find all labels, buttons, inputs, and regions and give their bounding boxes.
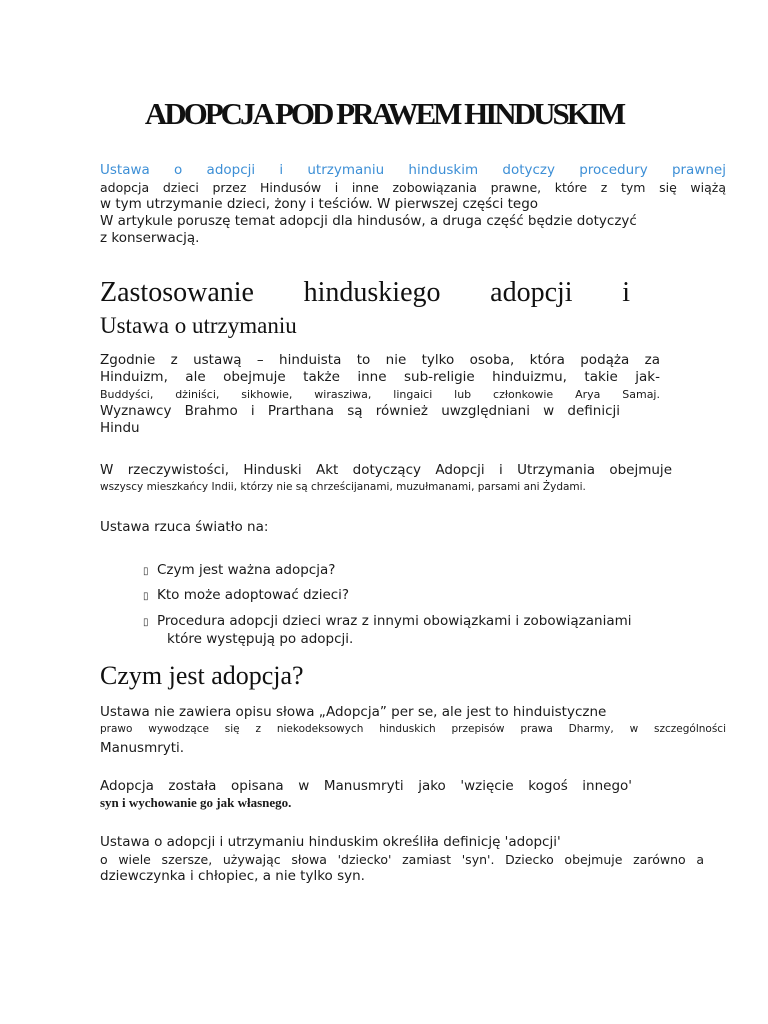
intro-line-2: adopcja dzieci przez Hindusów i inne zobowiązania prawne, które z tym się wiążą xyxy=(100,180,726,195)
heading1-word-4: i xyxy=(622,277,630,308)
list-item xyxy=(143,587,703,605)
section-heading-1 xyxy=(100,276,630,310)
para1-line-1: Zgodnie z ustawą – hinduista to nie tylko osoba, która podąża za xyxy=(100,352,660,368)
list-item xyxy=(143,613,703,648)
para4-line-3: Manusmryti. xyxy=(100,740,185,756)
para6-line-3: dziewczynka i chłopiec, a nie tylko syn. xyxy=(100,868,365,884)
act-definition-paragraph xyxy=(100,834,704,885)
heading1-word-1: Zastosowanie xyxy=(100,277,254,308)
para1-line-4: Wyznawcy Brahmo i Prarthana są również uwzględniani w definicji xyxy=(100,403,620,419)
intro-line-3: w tym utrzymanie dzieci, żony i teściów. W pierwszej części tego xyxy=(100,196,539,212)
document-title: ADOPCJA POD PRAWEM HINDUSKIM xyxy=(144,96,624,131)
bullet-icon: ▯ xyxy=(143,566,149,577)
heading1-word-2: hinduskiego xyxy=(303,277,441,308)
highlights-intro: Ustawa rzuca światło na: xyxy=(100,519,269,535)
bullet-icon: ▯ xyxy=(143,591,149,602)
intro-paragraph xyxy=(100,162,726,247)
list-item-label: Procedura adopcji dzieci wraz z innymi obowiązkami i zobowiązaniami xyxy=(157,613,632,629)
para2-line-1: W rzeczywistości, Hinduski Akt dotyczący Adopcji i Utrzymania obejmuje xyxy=(100,462,672,478)
list-item-label: Czym jest ważna adopcja? xyxy=(157,562,336,578)
para2-line-2: wszyscy mieszkańcy Indii, którzy nie są chrześcijanami, muzułmanami, parsami ani Żydami. xyxy=(100,481,586,493)
para4-line-2: prawo wywodzące się z niekodeksowych hinduskich przepisów prawa Dharmy, w szczególności xyxy=(100,723,726,735)
manusmryti-paragraph xyxy=(100,778,632,811)
intro-line-4: W artykule poruszę temat adopcji dla hindusów, a druga część będzie dotyczyć xyxy=(100,213,637,229)
section-heading-1-line-2: Ustawa o utrzymaniu xyxy=(100,313,297,338)
para1-line-5: Hindu xyxy=(100,420,140,436)
bullet-icon: ▯ xyxy=(143,617,149,628)
para1-line-2: Hinduizm, ale obejmuje także inne sub-religie hinduizmu, takie jak- xyxy=(100,369,660,385)
para6-line-1: Ustawa o adopcji i utrzymaniu hinduskim określiła definicję 'adopcji' xyxy=(100,834,561,850)
list-item-label: Kto może adoptować dzieci? xyxy=(157,587,350,603)
intro-line-1: Ustawa o adopcji i utrzymaniu hinduskim dotyczy procedury prawnej xyxy=(100,162,726,178)
para5-line-2: syn i wychowanie go jak własnego. xyxy=(100,795,292,810)
definition-paragraph xyxy=(100,704,726,757)
heading1-word-3: adopcji xyxy=(490,277,573,308)
scope-paragraph xyxy=(100,462,672,496)
list-item xyxy=(143,562,703,580)
section-heading-2: Czym jest adopcja? xyxy=(100,661,304,690)
para6-line-2: o wiele szersze, używając słowa 'dziecko' zamiast 'syn'. Dziecko obejmuje zarówno a xyxy=(100,852,704,867)
para1-line-3: Buddyści, dżiniści, sikhowie, wirasziwa, lingaici lub członkowie Arya Samaj. xyxy=(100,388,660,401)
intro-line-5: z konserwacją. xyxy=(100,230,200,246)
list-item-continuation: które występują po adopcji. xyxy=(167,631,354,647)
hindu-definition-paragraph xyxy=(100,352,660,437)
para4-line-1: Ustawa nie zawiera opisu słowa „Adopcja” per se, ale jest to hinduistyczne xyxy=(100,704,607,720)
para5-line-1: Adopcja została opisana w Manusmryti jako 'wzięcie kogoś innego' xyxy=(100,778,632,794)
